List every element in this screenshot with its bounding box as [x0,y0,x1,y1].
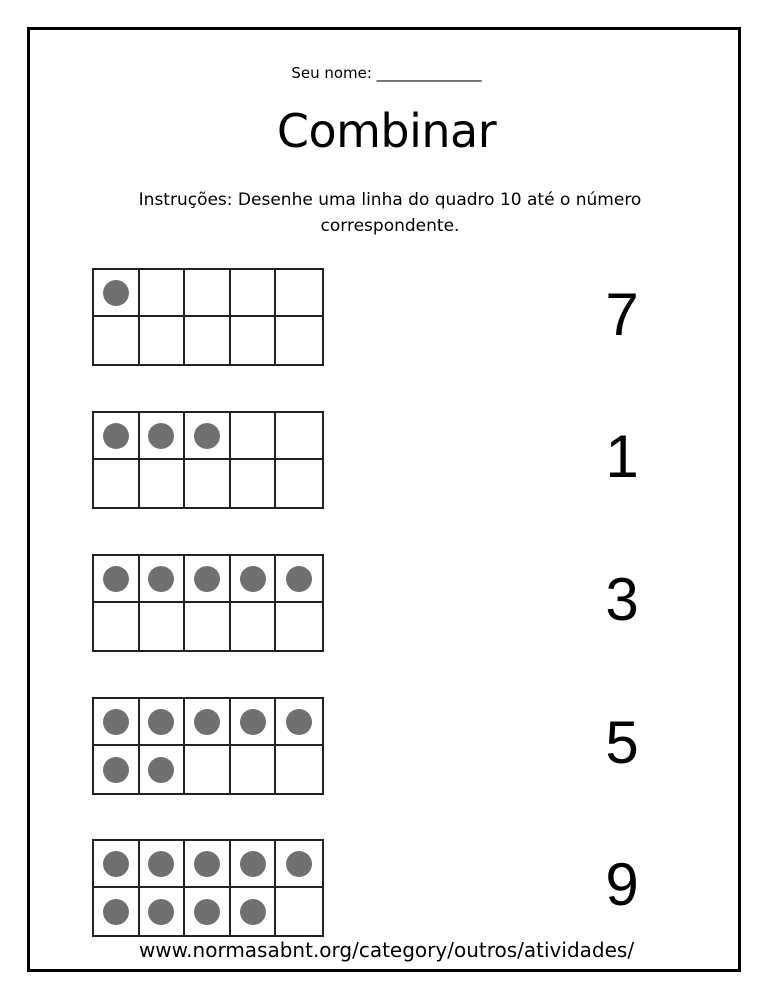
page-title: Combinar [276,104,497,158]
ten-frame-cell [140,699,186,746]
number-2: 1 [605,423,639,490]
ten-frame-cell [276,413,322,460]
ten-frame-cell [231,699,277,746]
ten-frame-cell [276,699,322,746]
ten-frame-5 [92,839,324,937]
name-field-label: Seu nome: ______________ [291,64,482,82]
counter-dot [148,757,174,783]
ten-frame-cell [94,556,140,603]
footer-url: www.normasabnt.org/category/outros/atividades/ [138,938,635,962]
number-1: 7 [605,281,639,348]
ten-frame-cell [140,603,186,650]
ten-frame-cell [276,841,322,888]
ten-frame-cell [94,317,140,364]
instructions-text: Instruções: Desenhe uma linha do quadro 10 até o número correspondente. [138,190,642,236]
number-5: 9 [605,851,639,918]
ten-frame-cell [185,317,231,364]
ten-frame-cell [94,270,140,317]
counter-dot [286,566,312,592]
ten-frame-cell [276,270,322,317]
ten-frame-cell [94,841,140,888]
ten-frame-cell [140,841,186,888]
ten-frame-cell [276,556,322,603]
ten-frame-cell [94,746,140,793]
ten-frame-cell [185,699,231,746]
ten-frame-cell [140,317,186,364]
ten-frame-cell [185,413,231,460]
ten-frame-cell [231,888,277,935]
ten-frame-cell [140,413,186,460]
counter-dot [194,709,220,735]
counter-dot [286,709,312,735]
counter-dot [240,566,266,592]
ten-frame-cell [231,413,277,460]
ten-frame-cell [276,603,322,650]
number-3: 3 [605,566,639,633]
ten-frame-cell [185,603,231,650]
ten-frame-cell [231,603,277,650]
counter-dot [286,851,312,877]
ten-frame-cell [276,746,322,793]
ten-frame-cell [94,460,140,507]
ten-frame-cell [185,556,231,603]
ten-frame-cell [94,413,140,460]
ten-frame-cell [276,460,322,507]
counter-dot [194,566,220,592]
ten-frame-cell [185,841,231,888]
ten-frame-cell [140,270,186,317]
ten-frame-cell [140,460,186,507]
counter-dot [148,851,174,877]
ten-frame-cell [231,317,277,364]
ten-frame-cell [231,460,277,507]
counter-dot [194,851,220,877]
counter-dot [103,280,129,306]
ten-frame-4 [92,697,324,795]
ten-frame-cell [185,746,231,793]
number-4: 5 [605,709,639,776]
ten-frame-cell [185,270,231,317]
counter-dot [240,851,266,877]
ten-frame-cell [140,746,186,793]
ten-frame-cell [231,746,277,793]
counter-dot [148,899,174,925]
counter-dot [103,709,129,735]
ten-frame-cell [140,888,186,935]
counter-dot [103,851,129,877]
counter-dot [240,709,266,735]
counter-dot [148,423,174,449]
ten-frame-cell [94,603,140,650]
counter-dot [103,757,129,783]
ten-frame-cell [276,317,322,364]
counter-dot [103,899,129,925]
counter-dot [148,566,174,592]
ten-frame-cell [231,270,277,317]
ten-frame-1 [92,268,324,366]
ten-frame-2 [92,411,324,509]
ten-frame-cell [94,699,140,746]
counter-dot [194,899,220,925]
ten-frame-cell [185,888,231,935]
counter-dot [103,566,129,592]
ten-frame-3 [92,554,324,652]
ten-frame-cell [94,888,140,935]
ten-frame-cell [231,556,277,603]
counter-dot [240,899,266,925]
ten-frame-cell [231,841,277,888]
ten-frame-cell [276,888,322,935]
counter-dot [194,423,220,449]
ten-frame-cell [185,460,231,507]
counter-dot [148,709,174,735]
counter-dot [103,423,129,449]
ten-frame-cell [140,556,186,603]
